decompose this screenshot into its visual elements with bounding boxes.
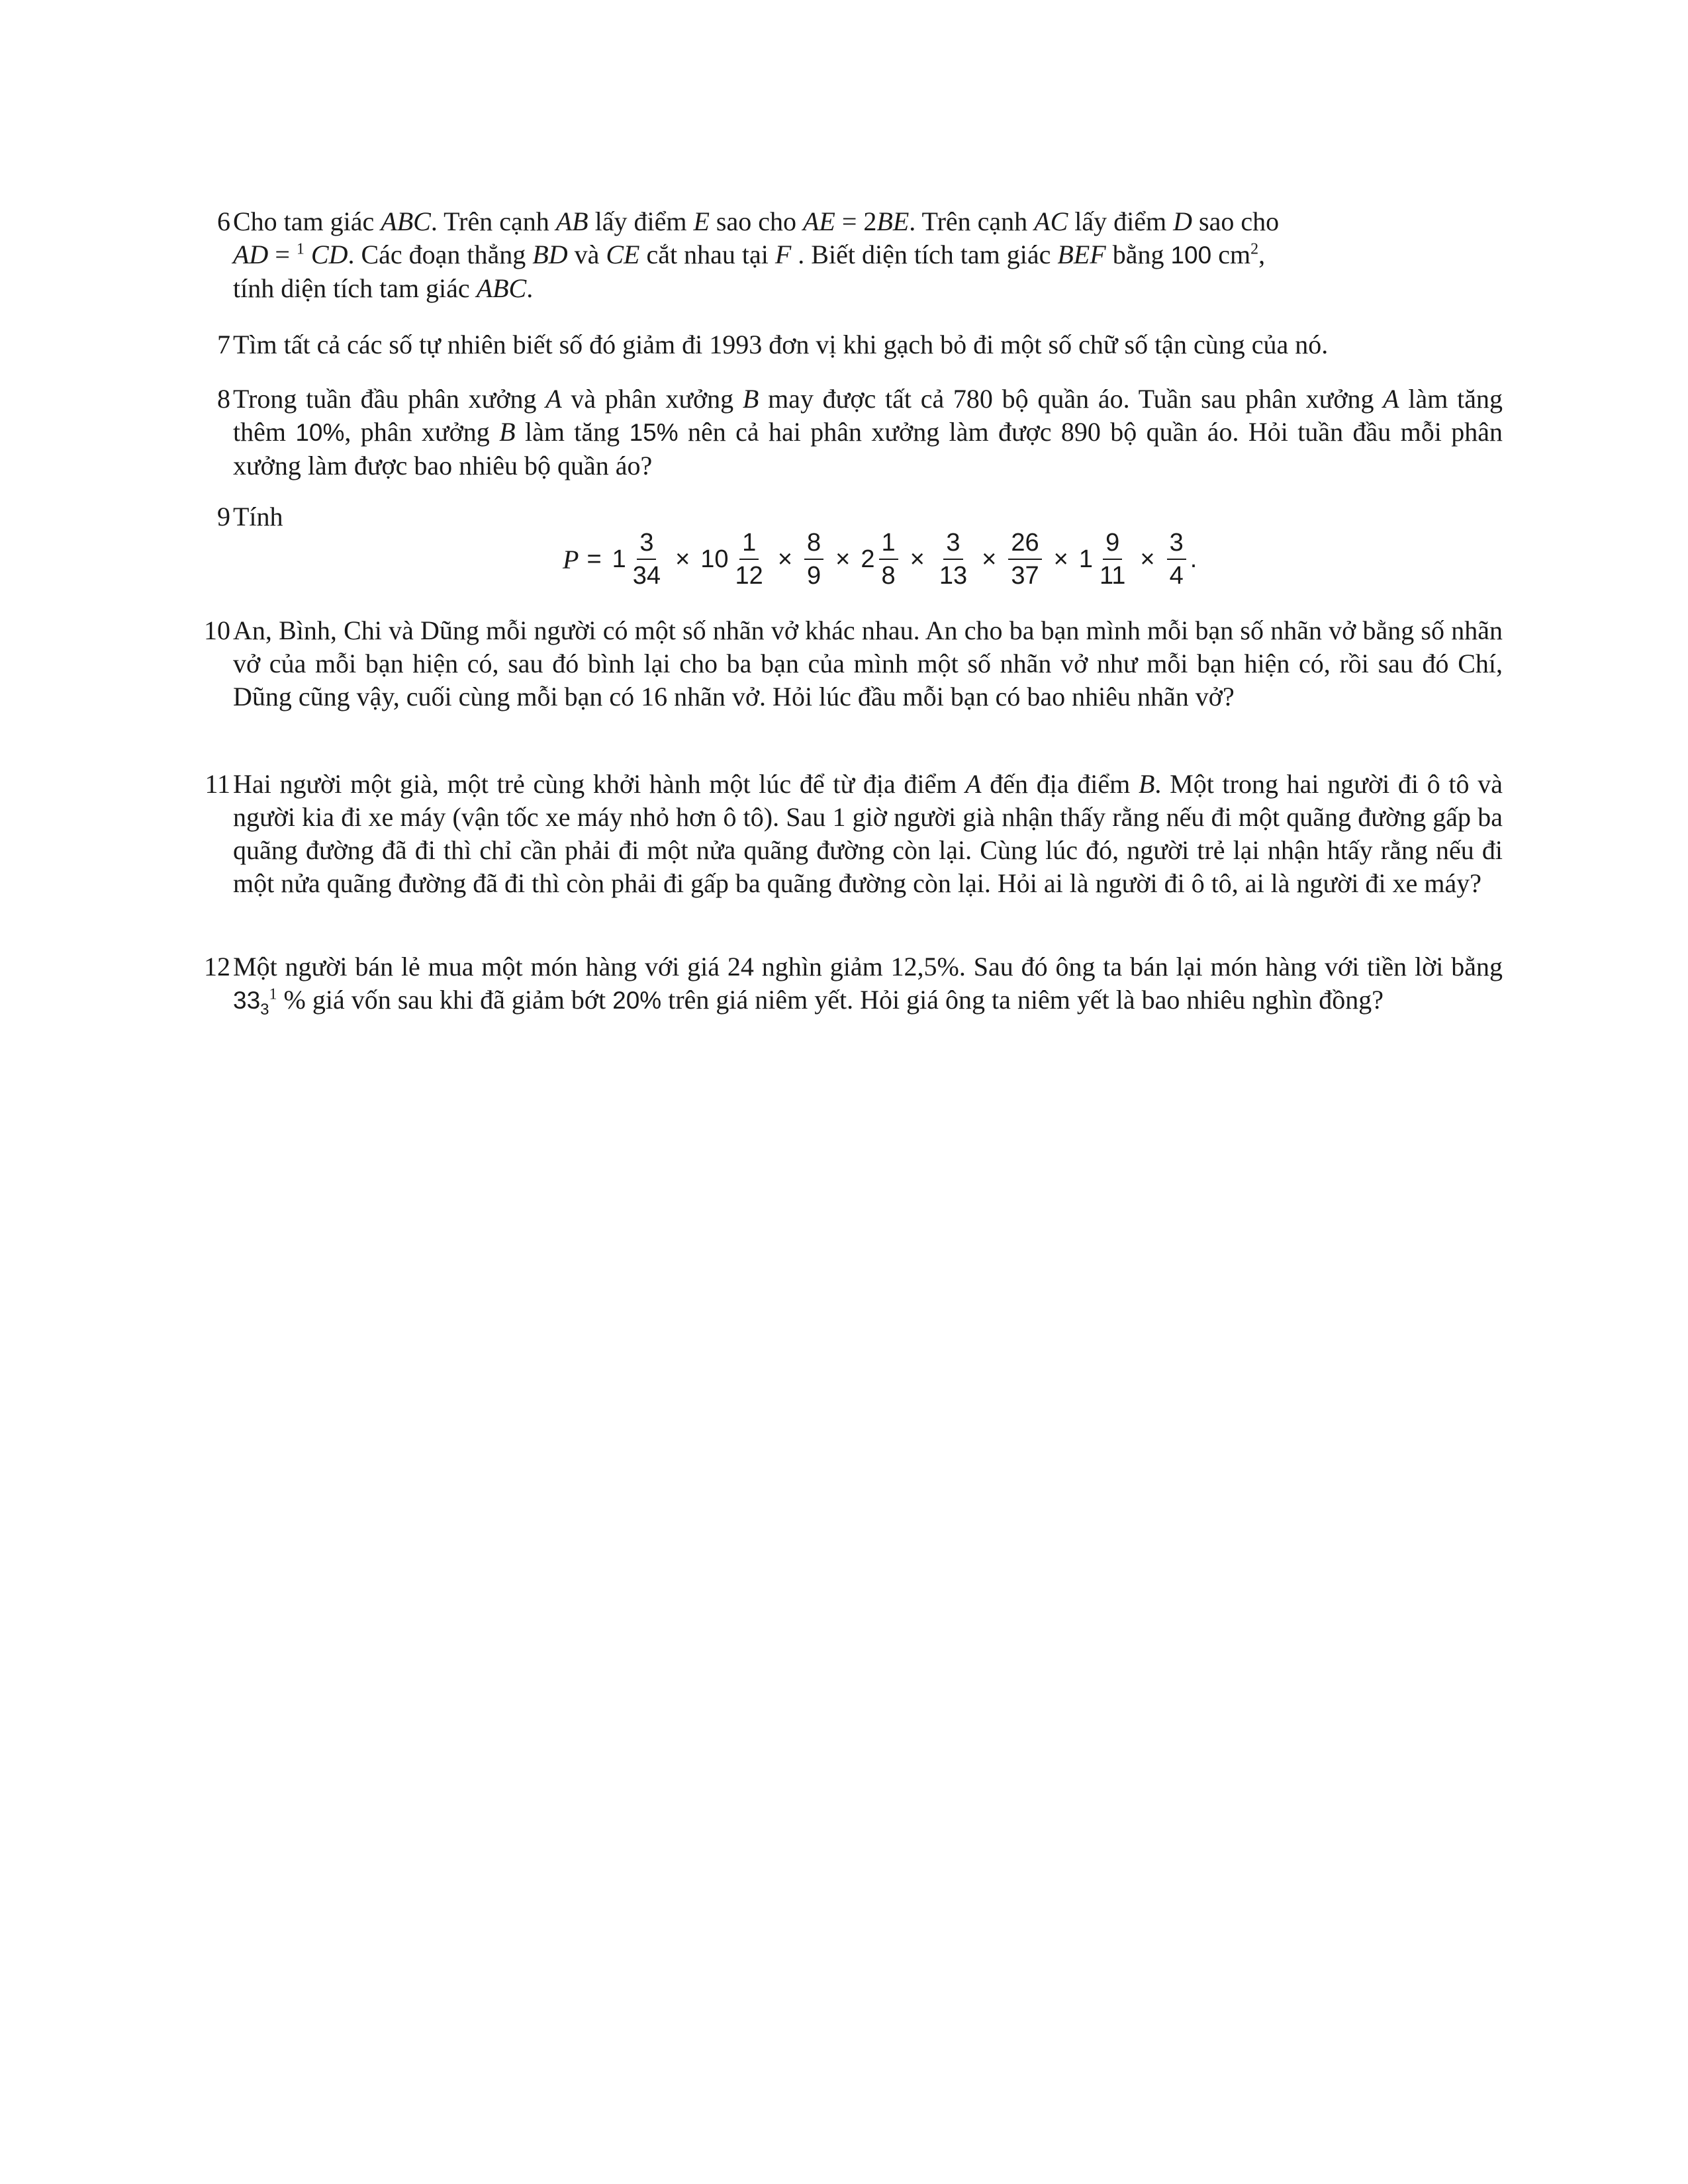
- problem-11: [192, 768, 1503, 900]
- problem-text: Trong tuần đầu phân xưởng A và phân xưởng B may được tất cả 780 bộ quần áo. Tuần sau phân xưởng A làm tăng thêm 10%, phân xưởng B làm tăng 15% nên cả hai phân xưởng làm được 890 bộ quần áo. Hỏi tuần đầu mỗi phân xưởng làm được bao nhiêu bộ quần áo?: [233, 384, 1503, 480]
- fraction: $\frac{3}{34}$: [630, 527, 663, 592]
- fraction: $\frac{1}{12}$: [733, 527, 766, 592]
- problem-number: 7: [217, 330, 230, 359]
- problem-10: [192, 614, 1503, 713]
- problem-8: [192, 383, 1503, 482]
- problem-text: Tính: [233, 502, 283, 531]
- problem-number: 6: [217, 206, 230, 236]
- problem-number: 9: [217, 502, 230, 531]
- problem-text: Cho tam giác ABC. Trên cạnh AB lấy điểm E sao cho AE = 2BE. Trên cạnh AC lấy điểm D sao cho AD = $^1$ CD. Các đoạn thẳng BD và CE cắt nhau tại F . Biết diện tích tam giác BEF bằng 100 $cm^2$, tính diện tích tam giác ABC.: [233, 206, 1280, 303]
- problem-text: Tìm tất cả các số tự nhiên biết số đó giảm đi 1993 đơn vị khi gạch bỏ đi một số chữ số tận cùng của nó.: [233, 330, 1329, 359]
- problem-text: Một người bán lẻ mua một món hàng với giá 24 nghìn giảm 12,5%. Sau đó ông ta bán lại món hàng với tiền lời bằng $33_3^1$ % giá vốn sau khi đã giảm bớt 20% trên giá niêm yết. Hỏi giá ông ta niêm yết là bao nhiêu nghìn đồng?: [233, 952, 1503, 1019]
- product-formula: P = 1 $\frac{3}{34}$ × 10 $\frac{1}{12}$ × $\frac{8}{9}$ × 2 $\frac{1}{8}$ × $\frac{3}{13}$ × $\frac{26}{37}$ × 1 $\frac{9}{11}$ × $\frac{3}{4}$ .: [563, 523, 1197, 596]
- fraction: $\frac{8}{9}$: [804, 527, 823, 592]
- problem-number: 10: [204, 615, 230, 645]
- fraction: $\frac{9}{11}$: [1097, 527, 1128, 592]
- fraction: $\frac{26}{37}$: [1008, 527, 1041, 592]
- problem-number: 12: [204, 952, 230, 981]
- problem-7: [192, 328, 1503, 361]
- problem-number: 11: [205, 769, 230, 799]
- fraction: $\frac{3}{13}$: [937, 527, 970, 592]
- problem-text: An, Bình, Chi và Dũng mỗi người có một số nhãn vở khác nhau. An cho ba bạn mình mỗi bạn số nhãn vở bằng số nhãn vở của mỗi bạn hiện có, sau đó bình lại cho ba bạn của mình một số nhãn vở như mỗi bạn hiện có, rồi sau đó Chí, Dũng cũng vậy, cuối cùng mỗi bạn có 16 nhãn vở. Hỏi lúc đầu mỗi bạn có bao nhiêu nhãn vở?: [233, 615, 1503, 711]
- problem-12: [192, 950, 1503, 1026]
- problem-text: Hai người một già, một trẻ cùng khởi hành một lúc để từ địa điểm A đến địa điểm B. Một trong hai người đi ô tô và người kia đi xe máy (vận tốc xe máy nhỏ hơn ô tô). Sau 1 giờ người già nhận thấy rằng nếu đi một quãng đường gấp ba quãng đường đã đi thì chỉ cần phải đi một nửa quãng đường còn lại. Cùng lúc đó, người trẻ lại nhận htấy rằng nếu đi một nửa quãng đường đã đi thì còn phải đi gấp ba quãng đường còn lại. Hỏi ai là người đi ô tô, ai là người đi xe máy?: [233, 769, 1503, 898]
- problem-number: 8: [217, 384, 230, 414]
- fraction: $\frac{3}{4}$: [1167, 527, 1186, 592]
- fraction: $\frac{1}{8}$: [879, 527, 898, 592]
- problem-6: [192, 205, 1503, 305]
